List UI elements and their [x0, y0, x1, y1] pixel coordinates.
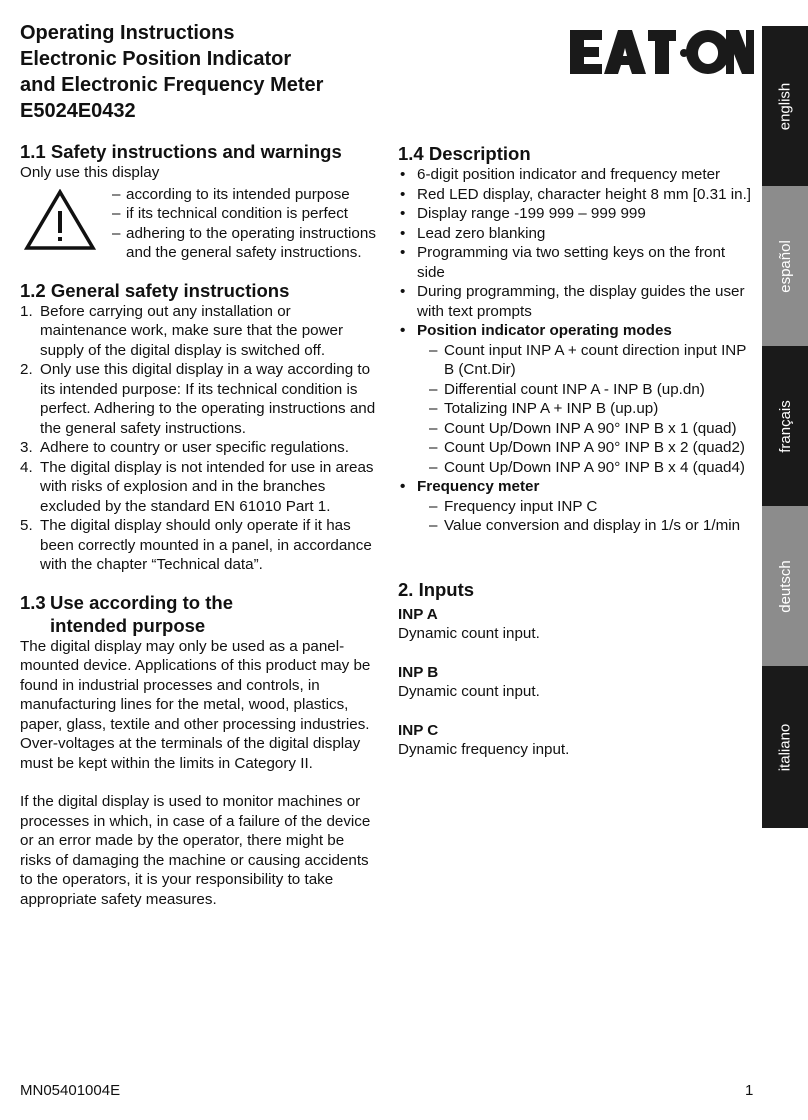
- list-item: 5. The digital display should only operate if it has been correctly mounted in a panel, in accordance with the chapter “Technical data”.: [20, 517, 372, 573]
- list-item: – Count Up/Down INP A 90° INP B x 1 (quad): [429, 419, 737, 437]
- list-item: – if its technical condition is perfect: [112, 205, 349, 222]
- use-paragraph: The digital display may only be used as a panel-mounted device. Applications of this product may be found in industrial processes and controls, in manufacturing lines for the metal, wood, plastics, paper, glass, textile and other processing industries.: [20, 637, 371, 733]
- title-line: Electronic Position Indicator: [20, 48, 292, 70]
- list-item: – Count Up/Down INP A 90° INP B x 4 (quad4): [429, 458, 745, 476]
- title-line: Operating Instructions: [20, 22, 235, 44]
- list-item: – adhering to the operating instructions and the general safety instructions.: [112, 224, 376, 261]
- tab-italiano[interactable]: italiano: [762, 666, 808, 828]
- list-item: – Totalizing INP A + INP B (up.up): [429, 400, 659, 417]
- list-item: 3. Adhere to country or user specific regulations.: [20, 439, 349, 456]
- title-line: and Electronic Frequency Meter: [20, 74, 324, 96]
- list-item: – Count input INP A + count direction input INP B (Cnt.Dir): [429, 341, 747, 378]
- right-column: [398, 142, 753, 760]
- section-heading-1-1: 1.1 Safety instructions and warnings: [20, 141, 342, 162]
- general-safety-list: [20, 302, 376, 575]
- list-item: • Frequency meter: [400, 478, 540, 495]
- tab-espanol[interactable]: español: [762, 186, 808, 346]
- list-item: – Differential count INP A - INP B (up.dn): [429, 380, 705, 398]
- input-name: INP C: [398, 721, 439, 739]
- list-item: • Position indicator operating modes: [400, 322, 672, 339]
- left-column: [20, 140, 376, 909]
- document-title: [20, 20, 380, 124]
- eaton-logo: [568, 28, 754, 76]
- list-item: – according to its intended purpose: [112, 185, 350, 203]
- safety-usage-list: [110, 185, 376, 263]
- list-item: • Red LED display, character height 8 mm [0.31 in.]: [400, 185, 752, 203]
- warning-triangle-icon: [24, 189, 96, 251]
- list-item: – Count Up/Down INP A 90° INP B x 2 (quad2): [429, 439, 745, 456]
- document-number: MN05401004E: [20, 1082, 121, 1099]
- list-item: • Lead zero blanking: [400, 224, 546, 242]
- use-paragraph: If the digital display is used to monitor machines or processes in which, in case of a failure of the device or an error made by the operator, there might be risks of damaging the machine or causing accidents to the operators, it is your responsibility to take appropriate safety measures.: [20, 793, 371, 908]
- section-heading-1-3: 1.3 Use according to the intended purpose: [20, 591, 233, 636]
- list-item: 2. Only use this digital display in a way according to its intended purpose: If its technical condition is perfect. Adhering to the operating instructions and the general safety instructions.: [20, 361, 376, 437]
- list-item: – Value conversion and display in 1/s or 1/min: [429, 517, 741, 534]
- safety-intro: Only use this display: [20, 164, 160, 181]
- eaton-logo-mark: [568, 28, 754, 76]
- section-heading-2: 2. Inputs: [398, 578, 475, 600]
- tab-english[interactable]: english: [762, 26, 808, 186]
- language-sidebar: [762, 26, 808, 828]
- input-description: Dynamic frequency input.: [398, 741, 570, 758]
- section-heading-1-2: 1.2 General safety instructions: [20, 279, 290, 301]
- list-item: • Programming via two setting keys on the front side: [400, 244, 726, 281]
- list-item: • 6-digit position indicator and frequency meter: [400, 166, 721, 183]
- input-description: Dynamic count input.: [398, 625, 540, 642]
- tab-deutsch[interactable]: deutsch: [762, 506, 808, 666]
- tab-francais[interactable]: français: [762, 346, 808, 506]
- input-name: INP B: [398, 663, 439, 681]
- page-number: 1: [745, 1082, 754, 1099]
- input-description: Dynamic count input.: [398, 683, 540, 700]
- list-item: • Display range -199 999 – 999 999: [400, 205, 646, 222]
- title-line: E5024E0432: [20, 100, 136, 122]
- section-heading-1-4: 1.4 Description: [398, 143, 531, 164]
- input-name: INP A: [398, 605, 438, 623]
- list-item: • During programming, the display guides the user with text prompts: [400, 283, 745, 320]
- list-item: – Frequency input INP C: [429, 497, 598, 515]
- warning-block: [20, 185, 376, 263]
- use-paragraph: Over-voltages at the terminals of the digital display must be kept within the limits in Category II.: [20, 735, 361, 772]
- list-item: 1. Before carrying out any installation or maintenance work, make sure that the power supply of the digital display is switched off.: [20, 302, 344, 359]
- list-item: 4. The digital display is not intended for use in areas with risks of explosion and in the branches excluded by the standard EN 61010 Part 1.: [20, 458, 374, 515]
